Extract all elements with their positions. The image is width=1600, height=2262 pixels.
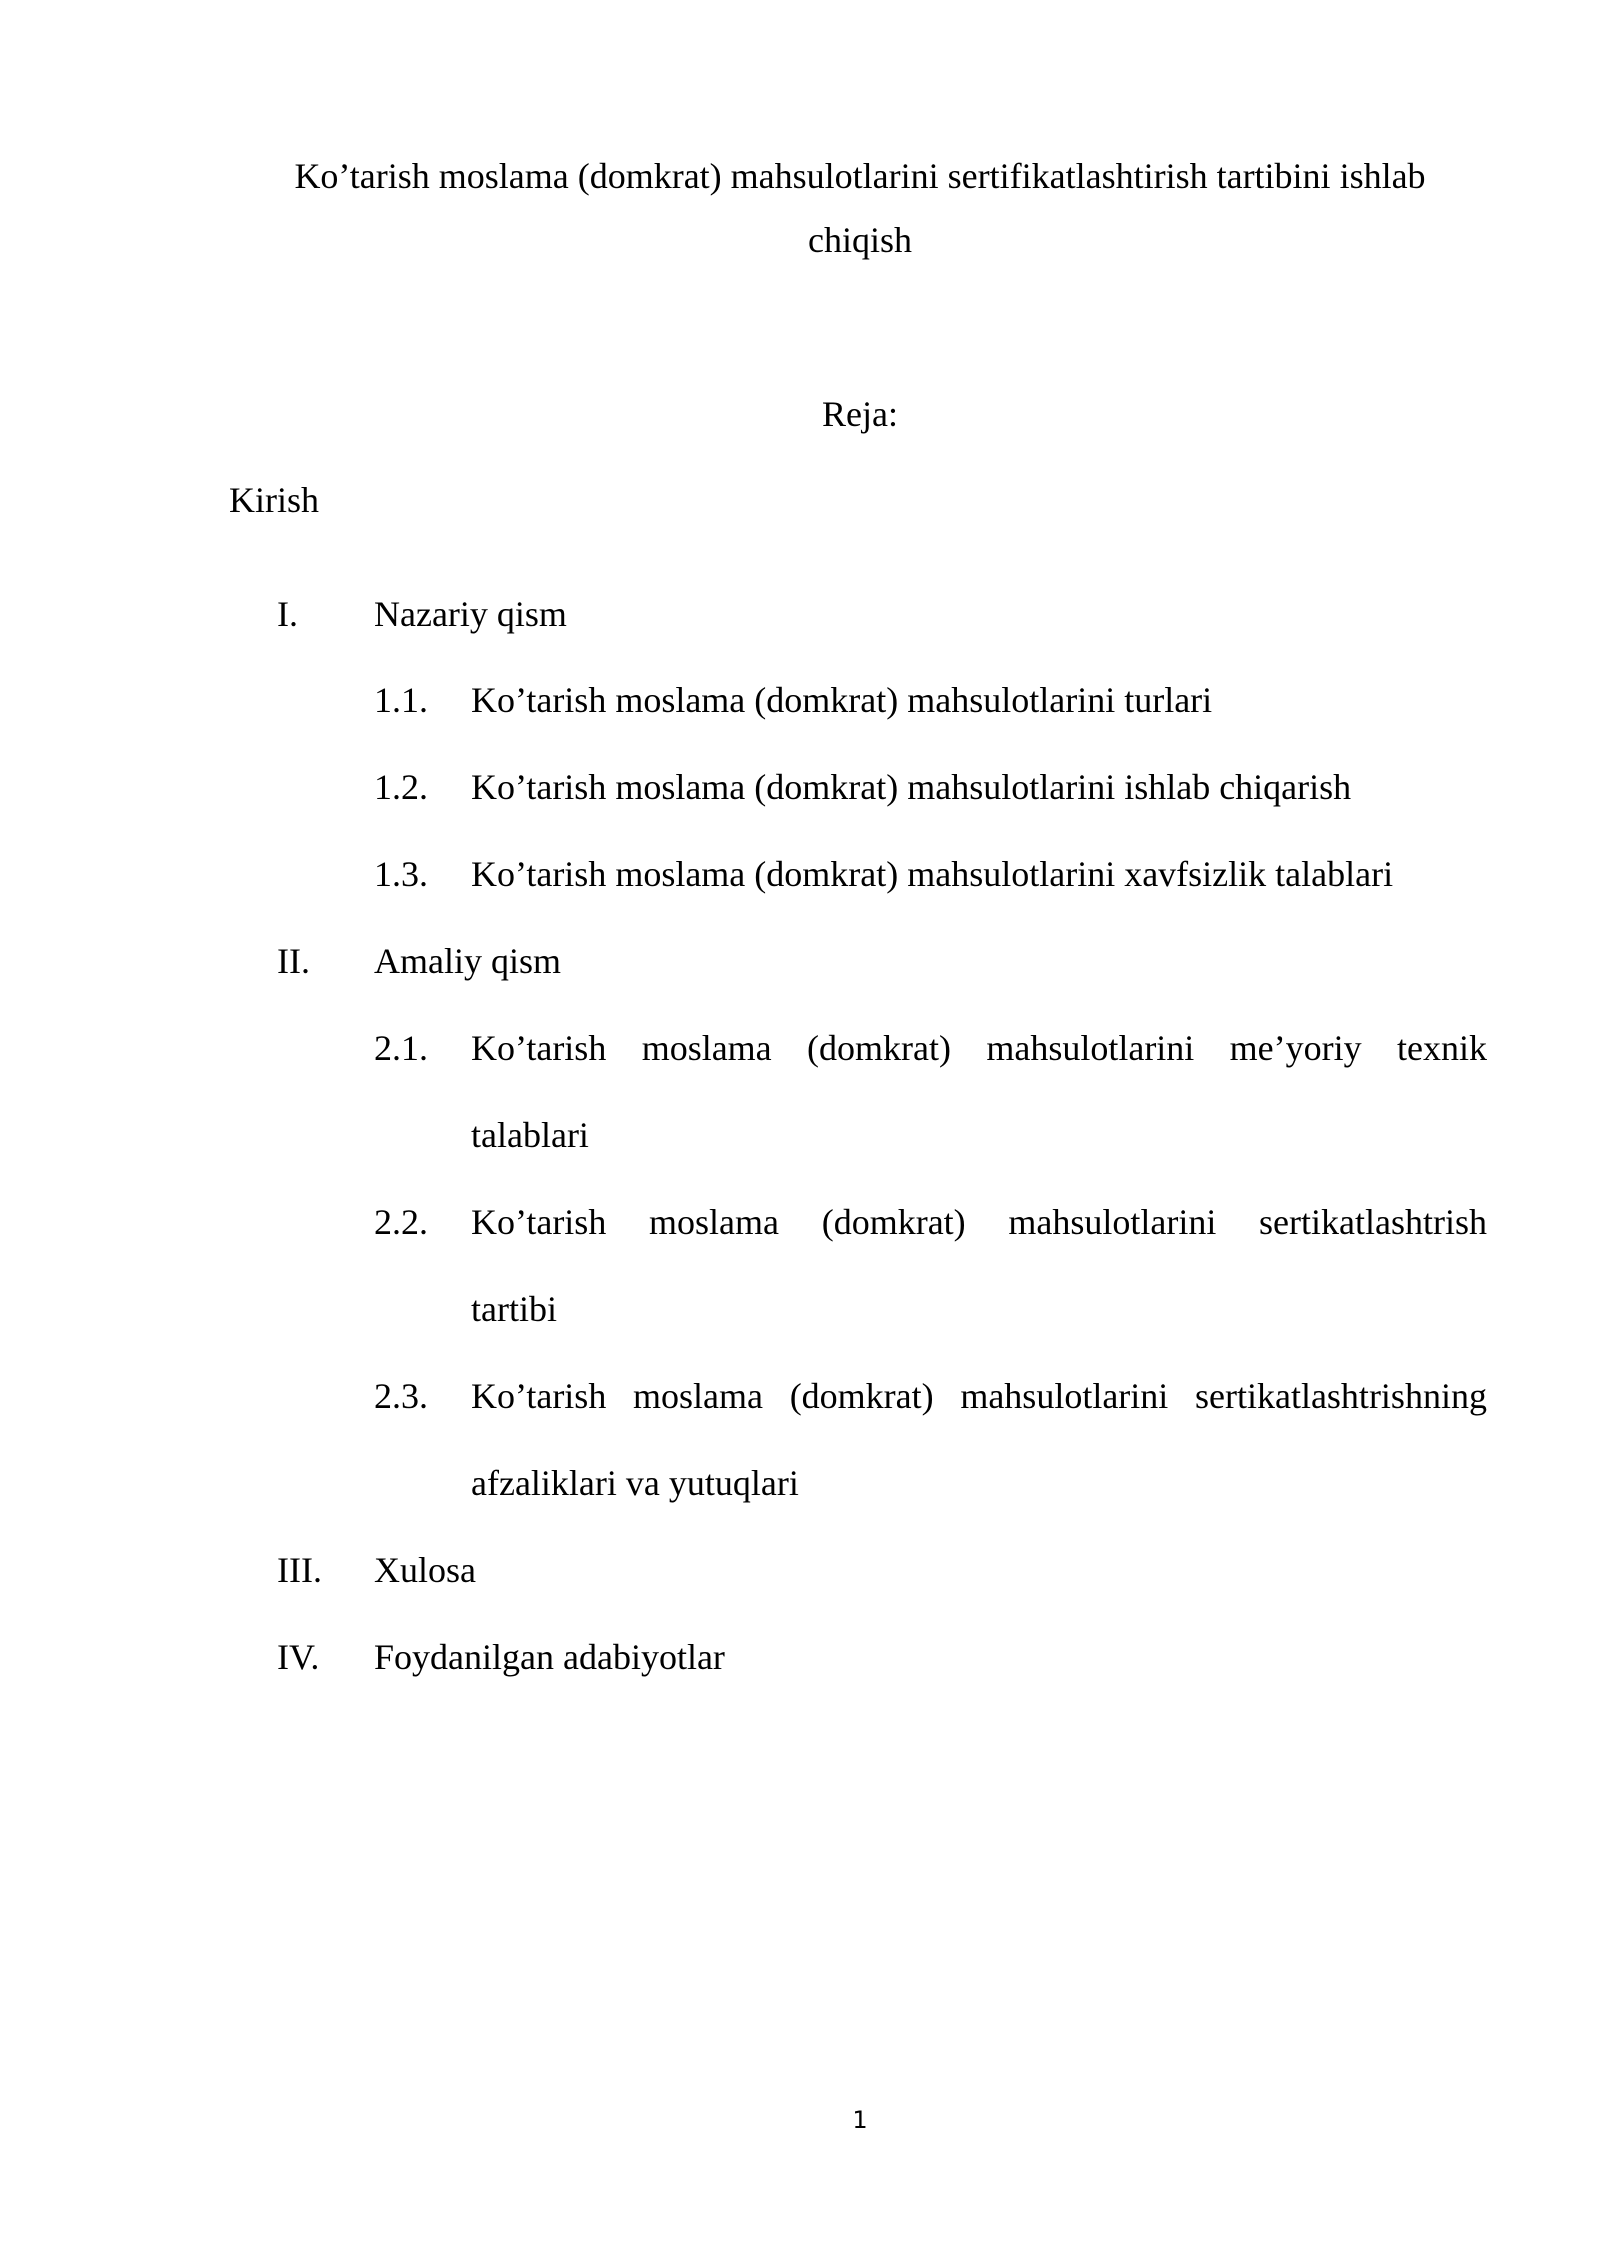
- intro-label: Kirish: [229, 480, 319, 520]
- section-label: Amaliy qism: [374, 941, 561, 981]
- word: (domkrat): [821, 1202, 966, 1242]
- subsection-number: 2.1.: [374, 1028, 428, 1068]
- subsection-text: Ko’tarish moslama (domkrat) mahsulotlarini ishlab chiqarish: [471, 767, 1352, 807]
- page-number: 1: [852, 2106, 868, 2134]
- section-numeral: II.: [277, 941, 310, 981]
- subsection-number: 1.2.: [374, 767, 428, 807]
- subsection-text: Ko’tarish moslama (domkrat) mahsulotlarini turlari: [471, 680, 1213, 720]
- subsection-text: Ko’tarish moslama (domkrat) mahsulotlarini xavfsizlik talablari: [471, 854, 1394, 894]
- subsection-number: 2.2.: [374, 1202, 428, 1242]
- word: texnik: [1397, 1028, 1487, 1068]
- subsection-number: 1.3.: [374, 854, 428, 894]
- word: me’yoriy: [1229, 1028, 1362, 1068]
- word: moslama: [633, 1376, 763, 1416]
- section-numeral: I.: [277, 594, 298, 634]
- section-numeral: III.: [277, 1550, 322, 1590]
- subsection-text-line-2: tartibi: [471, 1289, 557, 1329]
- word: mahsulotlarini: [1008, 1202, 1217, 1242]
- subsection-text-line-1: [471, 1190, 1487, 1254]
- word: moslama: [649, 1202, 780, 1242]
- word: (domkrat): [789, 1376, 934, 1416]
- word: Ko’tarish: [471, 1202, 607, 1242]
- word: sertikatlashtrish: [1259, 1202, 1487, 1242]
- subsection-text-line-1: [471, 1364, 1487, 1428]
- section-label: Xulosa: [374, 1550, 476, 1590]
- subsection-number: 2.3.: [374, 1376, 428, 1416]
- document-title-line-1: Ko’tarish moslama (domkrat) mahsulotlarini sertifikatlashtirish tartibini ishlab: [294, 156, 1426, 196]
- word: moslama: [641, 1028, 772, 1068]
- document-title-line-2: chiqish: [808, 220, 912, 260]
- word: Ko’tarish: [471, 1376, 607, 1416]
- word: mahsulotlarini: [986, 1028, 1195, 1068]
- subsection-text-line-1: [471, 1016, 1487, 1080]
- plan-heading: Reja:: [822, 394, 898, 434]
- word: Ko’tarish: [471, 1028, 607, 1068]
- subsection-number: 1.1.: [374, 680, 428, 720]
- section-numeral: IV.: [277, 1637, 320, 1677]
- word: sertikatlashtrishning: [1194, 1376, 1487, 1416]
- subsection-text-line-2: afzaliklari va yutuqlari: [471, 1463, 799, 1503]
- section-label: Foydanilgan adabiyotlar: [374, 1637, 725, 1677]
- word: (domkrat): [807, 1028, 951, 1068]
- subsection-text-line-2: talablari: [471, 1115, 589, 1155]
- word: mahsulotlarini: [960, 1376, 1169, 1416]
- section-label: Nazariy qism: [374, 594, 567, 634]
